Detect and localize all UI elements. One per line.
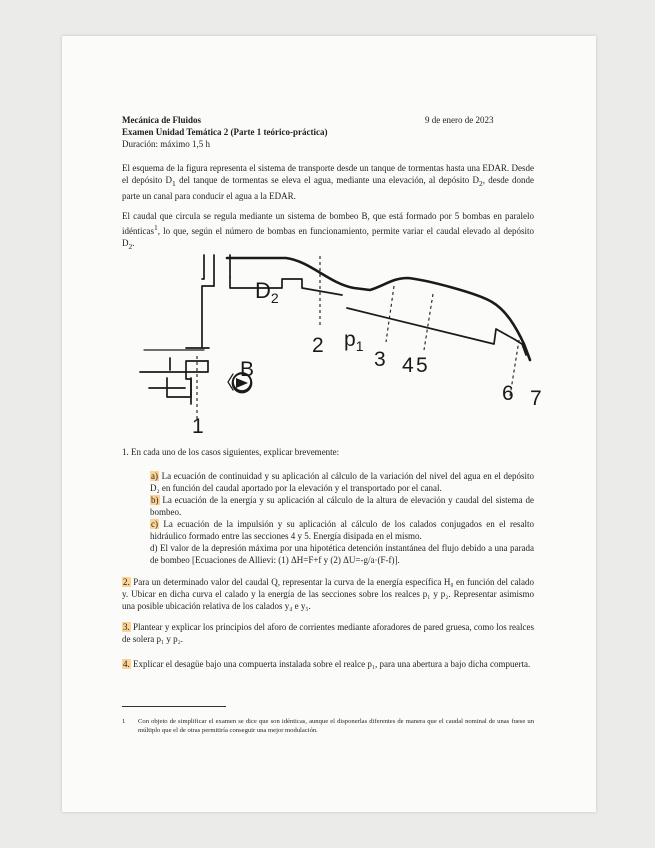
label-section-1: 1	[192, 415, 204, 436]
label-b: B	[240, 358, 255, 381]
question-1c: c) La ecuación de la impulsión y su aplicación al cálculo de los calados conjugados en el resalto hidráulico formado entre las secciones 4 y 5. Energía disipada en el mismo.	[150, 519, 534, 541]
question-1b: b) La ecuación de la energía y su aplicación al cálculo de la altura de elevación y caudal del sistema de bombeo.	[150, 495, 534, 517]
question-1-intro: 1. En cada uno de los casos siguientes, explicar brevemente:	[122, 447, 340, 457]
footnote-rule	[122, 706, 226, 707]
intro-paragraph-1: El esquema de la figura representa el sistema de transporte desde un tanque de tormentas hasta una EDAR. Desde el depósito $D_1$ del tanque de tormentas se eleva el agua, mediante una elevación, al depósito $D_2$, desde donde parte un canal para conducir el agua a la EDAR.	[122, 163, 534, 201]
water-surface	[227, 258, 530, 360]
exam-date: 9 de enero de 2023	[425, 115, 494, 125]
canal-bed-p1	[230, 277, 342, 295]
label-section-7: 7	[530, 387, 542, 410]
course-title: Mecánica de Fluidos	[122, 115, 201, 125]
section-3-line	[386, 286, 394, 342]
label-section-5: 5	[416, 354, 428, 377]
highlight-1b: b)	[151, 495, 159, 505]
question-1d: d) El valor de la depresión máxima por una hipotética detención instantánea del flujo debido a una parada de bombeo [Ecuaciones de Allievi: (1) ΔH=F+f y (2) ΔU=-g/a·(F-f)].	[150, 543, 534, 565]
question-2: 2. Para un determinado valor del caudal Q, representar la curva de la energía específica H₀ en función del calado y. Ubicar en dicha curva el calado y la energía de las secciones sobre los realces p₁ y p₂. Representar asimismo una posible ubicación relativa de los calados y₄ e y₅.	[122, 577, 534, 611]
label-section-6: 6	[502, 382, 514, 405]
highlight-1a: a)	[151, 471, 158, 481]
label-d2: $D_2$	[255, 278, 279, 306]
rising-pipe	[202, 286, 214, 348]
pumping-system-diagram	[122, 248, 542, 436]
highlight-1c: c)	[151, 519, 158, 529]
label-section-2: 2	[312, 334, 324, 357]
question-1a: a) La ecuación de continuidad y su aplicación al cálculo de la variación del nivel del agua en el depósito D₂ en función del caudal aportado por la elevación y el transportado por el canal.	[150, 471, 534, 493]
footnote-text: Con objeto de simplificar el examen se dice que son idénticas, aunque el disponerlas diferentes de manera que el caudal nominal de unas fuese un múltiplo que el de otras permitiría conseguir una mejor modulación.	[138, 718, 534, 734]
tank-d2-outline	[202, 255, 204, 279]
highlight-3: 3.	[123, 622, 130, 632]
suction-feed-pipe	[140, 361, 208, 372]
footnote-number: 1	[122, 718, 126, 725]
highlight-4: 4.	[123, 659, 130, 669]
label-section-3: 3	[374, 348, 386, 371]
highlight-2: 2.	[123, 577, 130, 587]
label-d1	[225, 435, 248, 436]
section-45-line	[424, 294, 433, 350]
exam-title: Examen Unidad Temática 2 (Parte 1 teórico-práctica)	[122, 127, 328, 137]
question-3: 3. Plantear y explicar los principios del aforo de corrientes mediante aforadores de pared gruesa, como los realces de solera p₁ y p₂.	[122, 622, 534, 644]
intro-paragraph-2: El caudal que circula se regula mediante un sistema de bombeo B, que está formado por 5 bombas en paralelo idénticas$^1$, lo que, según el número de bombas en funcionamiento, permite variar el caudal elevado al depósito $D_2$.	[122, 211, 534, 251]
question-4: 4. Explicar el desagüe bajo una compuerta instalada sobre el realce p₁, para una abertura a bajo dicha compuerta.	[123, 659, 531, 669]
label-section-4: 4	[402, 354, 414, 377]
exam-sheet	[62, 36, 596, 812]
exam-duration: Duración: máximo 1,5 h	[122, 139, 210, 149]
label-p1: $p_1$	[344, 328, 364, 354]
